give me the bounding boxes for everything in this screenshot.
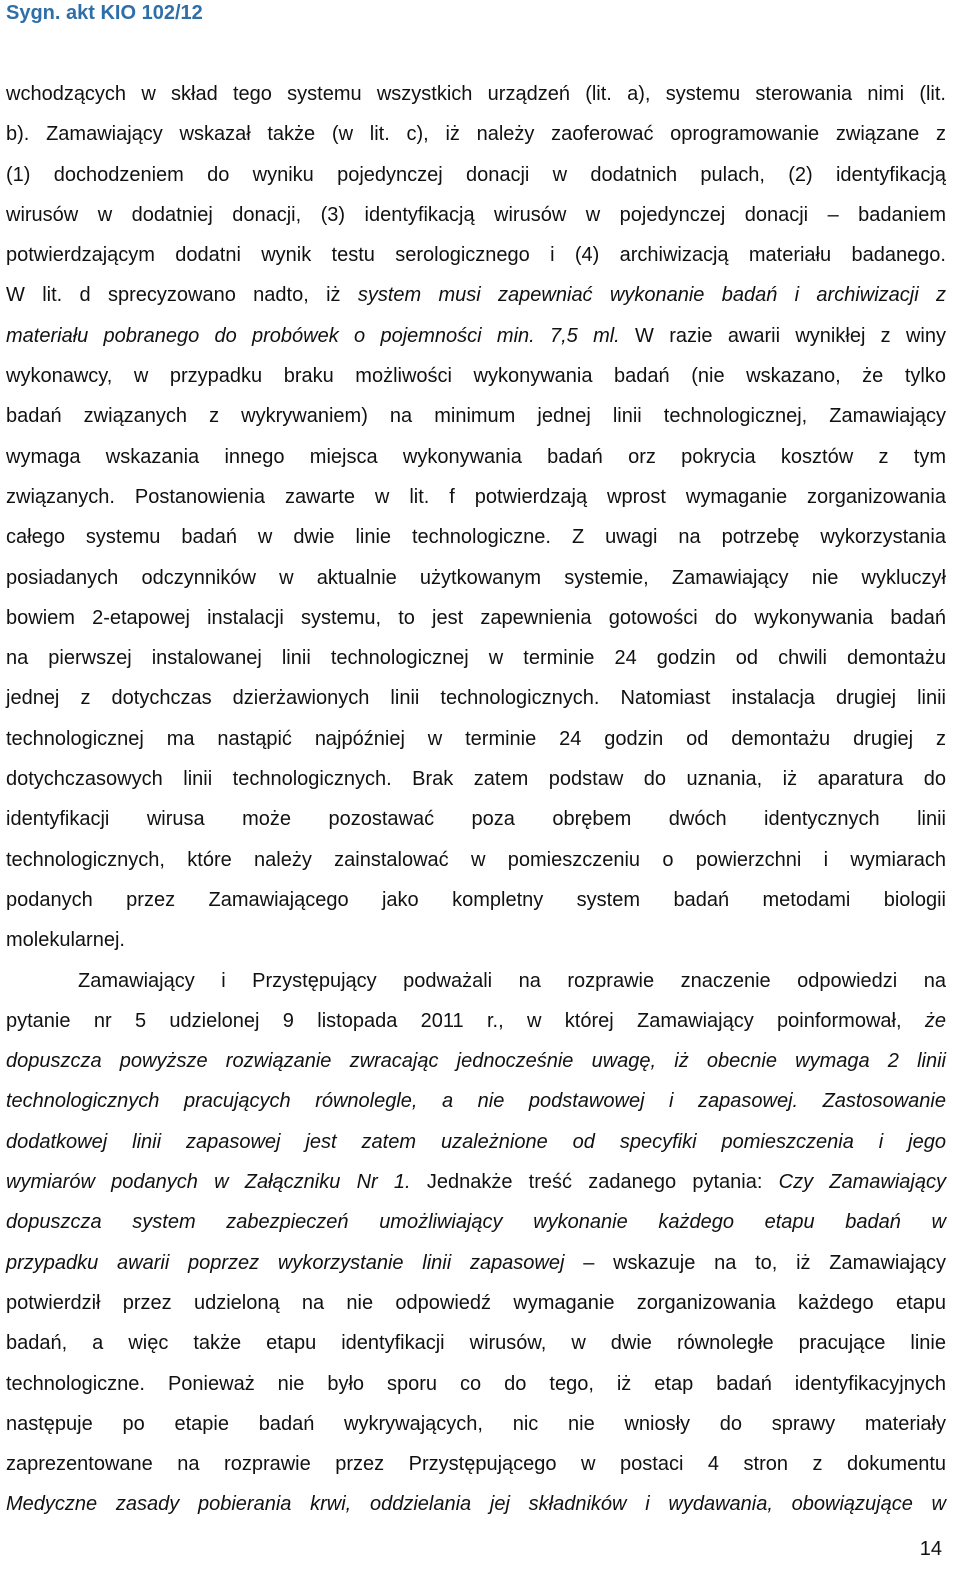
text-run: badań związanych z wykrywaniem) na minimum jednej linii technologicznej, Zamawiający	[6, 405, 946, 428]
text-line	[6, 79, 946, 119]
text-run: identyfikacji wirusa może pozostawać poza obrębem dwóch identycznych linii	[6, 808, 946, 831]
text-line	[6, 845, 946, 885]
text-run: wchodzących w skład tego systemu wszystkich urządzeń (lit. a), systemu sterowania nimi (lit.	[6, 83, 946, 105]
page-number: 14	[919, 1538, 942, 1560]
italic-run: materiału pobranego do probówek o pojemności min. 7,5 ml.	[6, 324, 620, 347]
text-line	[6, 764, 946, 804]
text-line	[6, 683, 946, 723]
text-line	[6, 1207, 946, 1247]
text-run: – wskazuje na to, iż Zamawiający	[564, 1251, 946, 1274]
italic-run: Medyczne zasady pobierania krwi, oddzielania jej składników i wydawania, obowiązujące w	[6, 1493, 946, 1516]
text-line	[6, 1046, 946, 1086]
text-run: (1) dochodzeniem do wyniku pojedynczej donacji w dodatnich pulach, (2) identyfikacją	[6, 163, 946, 186]
italic-run: dopuszcza system zabezpieczeń umożliwiający wykonanie każdego etapu badań w	[6, 1211, 946, 1234]
text-run: zaprezentowane na rozprawie przez Przystępującego w postaci 4 stron z dokumentu	[6, 1453, 946, 1476]
text-line	[6, 1006, 946, 1046]
italic-run: wymiarów podanych w Załączniku Nr 1.	[6, 1171, 411, 1194]
text-run: W razie awarii wynikłej z winy	[619, 324, 946, 347]
text-line	[6, 1288, 946, 1328]
text-line	[6, 522, 946, 562]
case-reference-header: Sygn. akt KIO 102/12	[6, 2, 203, 24]
text-line	[6, 200, 946, 240]
text-run: bowiem 2-etapowej instalacji systemu, to jest zapewnienia gotowości do wykonywania badań	[6, 606, 946, 629]
text-run: potwierdzającym dodatni wynik testu serologicznego i (4) archiwizacją materiału badanego.	[6, 244, 946, 267]
text-line	[6, 160, 946, 200]
text-run: b). Zamawiający wskazał także (w lit. c), iż należy zaoferować oprogramowanie związane z	[6, 123, 946, 146]
text-line	[6, 643, 946, 683]
text-line	[6, 1167, 946, 1207]
text-line	[6, 563, 946, 603]
italic-run: system musi zapewniać wykonanie badań i archiwizacji z	[357, 284, 946, 307]
text-run: W lit. d sprecyzowano nadto, iż	[6, 284, 358, 307]
text-run: technologicznej ma nastąpić najpóźniej w terminie 24 godzin od demontażu drugiej z	[6, 727, 946, 750]
text-run: wymaga wskazania innego miejsca wykonywania badań orz pokrycia kosztów z tym	[6, 445, 946, 468]
text-line	[6, 1248, 946, 1288]
italic-run: dodatkowej linii zapasowej jest zatem uzależnione od specyfiki pomieszczenia i jego	[6, 1130, 946, 1153]
italic-run: technologicznych pracujących równolegle, a nie podstawowej i zapasowej. Zastosowanie	[6, 1090, 946, 1113]
text-line	[6, 361, 946, 401]
text-run: podanych przez Zamawiającego jako kompletny system badań metodami biologii	[6, 888, 946, 911]
text-line	[6, 1489, 946, 1529]
text-line	[6, 1328, 946, 1368]
document-body	[6, 79, 946, 1530]
text-line	[6, 442, 946, 482]
text-run: pytanie nr 5 udzielonej 9 listopada 2011 r., w której Zamawiający poinformował,	[6, 1009, 925, 1032]
text-line	[6, 401, 946, 441]
text-run: Jednakże treść zadanego pytania:	[410, 1171, 779, 1194]
text-line	[6, 724, 946, 764]
text-run: badań, a więc także etapu identyfikacji wirusów, w dwie równoległe pracujące linie	[6, 1332, 946, 1355]
text-run: posiadanych odczynników w aktualnie użytkowanym systemie, Zamawiający nie wykluczył	[6, 566, 946, 589]
text-run: jednej z dotychczas dzierżawionych linii technologicznych. Natomiast instalacja drugiej linii	[6, 687, 946, 710]
text-line	[6, 1449, 946, 1489]
text-run: Zamawiający i Przystępujący podważali na rozprawie znaczenie odpowiedzi na	[78, 969, 946, 992]
text-run: technologicznych, które należy zainstalować w pomieszczeniu o powierzchni i wymiarach	[6, 848, 946, 871]
italic-run: że	[924, 1009, 946, 1032]
text-run: molekularnej.	[6, 929, 125, 952]
text-run: dotychczasowych linii technologicznych. Brak zatem podstaw do uznania, iż aparatura do	[6, 768, 946, 791]
text-run: całego systemu badań w dwie linie technologiczne. Z uwagi na potrzebę wykorzystania	[6, 526, 946, 549]
text-line	[6, 1409, 946, 1449]
text-run: wykonawcy, w przypadku braku możliwości wykonywania badań (nie wskazano, że tylko	[6, 365, 946, 388]
text-line	[6, 966, 946, 1006]
text-run: technologiczne. Ponieważ nie było sporu co do tego, iż etap badań identyfikacyjnych	[6, 1372, 946, 1395]
text-run: wirusów w dodatniej donacji, (3) identyfikacją wirusów w pojedynczej donacji – badaniem	[6, 203, 946, 226]
text-line	[6, 804, 946, 844]
text-line	[6, 240, 946, 280]
text-line	[6, 321, 946, 361]
text-line	[6, 1369, 946, 1409]
text-line	[6, 1127, 946, 1167]
text-line	[6, 1086, 946, 1126]
italic-run: przypadku awarii poprzez wykorzystanie linii zapasowej	[6, 1251, 565, 1274]
italic-run: dopuszcza powyższe rozwiązanie zwracając jednocześnie uwagę, iż obecnie wymaga 2 linii	[6, 1050, 946, 1073]
text-line	[6, 280, 946, 320]
text-line	[6, 482, 946, 522]
text-run: na pierwszej instalowanej linii technologicznej w terminie 24 godzin od chwili demontażu	[6, 647, 946, 670]
text-line	[6, 119, 946, 159]
text-run: następuje po etapie badań wykrywających, nic nie wniosły do sprawy materiały	[6, 1412, 946, 1435]
italic-run: Czy Zamawiający	[778, 1171, 946, 1194]
text-run: potwierdził przez udzieloną na nie odpowiedź wymaganie zorganizowania każdego etapu	[6, 1291, 946, 1314]
text-line	[6, 925, 946, 965]
text-run: związanych. Postanowienia zawarte w lit. f potwierdzają wprost wymaganie zorganizowania	[6, 485, 946, 508]
text-line	[6, 885, 946, 925]
text-line	[6, 603, 946, 643]
